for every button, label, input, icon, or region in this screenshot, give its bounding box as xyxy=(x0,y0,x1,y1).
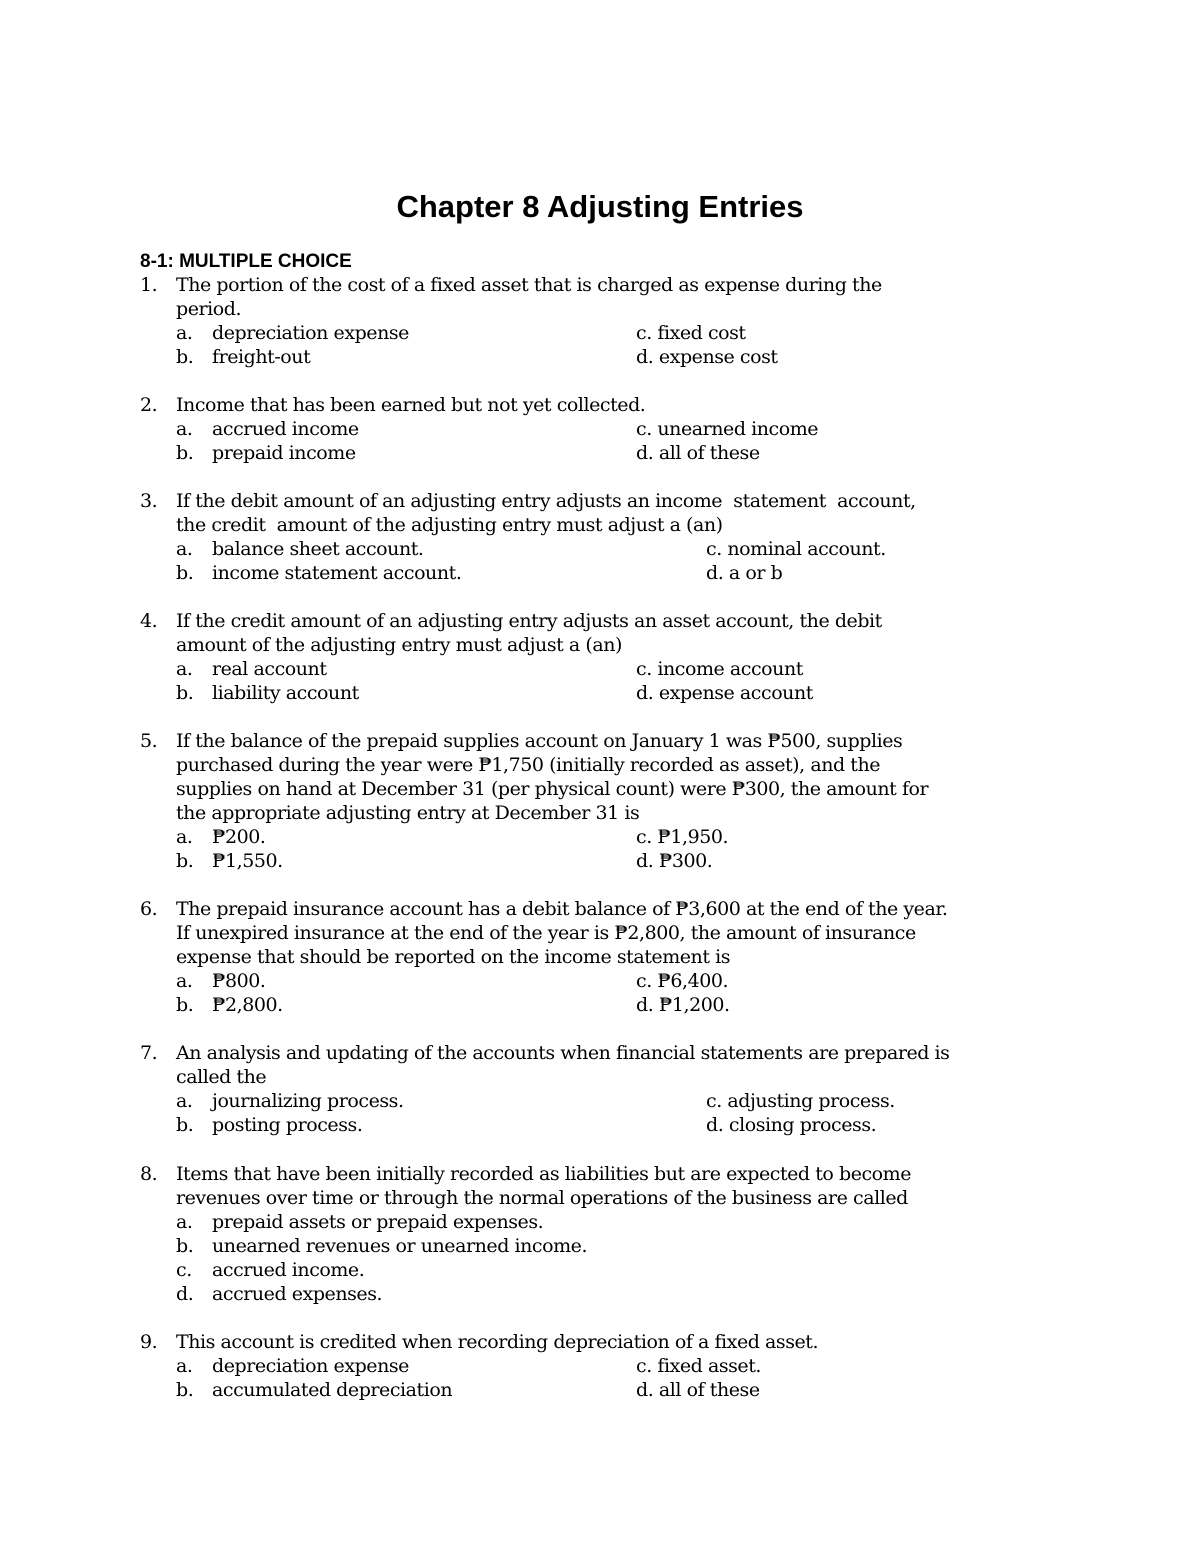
answer-option xyxy=(176,1089,404,1113)
question-number: 7. xyxy=(140,1042,158,1064)
option-text: real account xyxy=(212,658,327,680)
option-text: journalizing process. xyxy=(212,1090,404,1112)
answer-option xyxy=(176,321,409,345)
option-text: c. unearned income xyxy=(636,418,819,440)
question-text-line: If the balance of the prepaid supplies account on January 1 was ₱500, supplies xyxy=(176,730,903,752)
answer-option xyxy=(176,561,461,585)
question-text-line: expense that should be reported on the income statement is xyxy=(176,946,731,968)
option-text: c. income account xyxy=(636,658,803,680)
option-text: ₱200. xyxy=(212,826,266,848)
question-text-line: If the debit amount of an adjusting entry adjusts an income statement account, xyxy=(176,490,916,512)
answer-option xyxy=(176,537,424,561)
answer-option xyxy=(706,1113,876,1137)
option-letter: b. xyxy=(176,1235,194,1257)
question-text-line: If unexpired insurance at the end of the year is ₱2,800, the amount of insurance xyxy=(176,922,916,944)
answer-options xyxy=(176,1354,1080,1402)
question-number: 2. xyxy=(140,394,158,416)
option-letter: d. xyxy=(176,1283,194,1305)
answer-option xyxy=(636,825,728,849)
question-item xyxy=(140,1041,1080,1137)
answer-options xyxy=(176,657,1080,705)
question-text-line: supplies on hand at December 31 (per physical count) were ₱300, the amount for xyxy=(176,778,929,800)
option-text: liability account xyxy=(212,682,359,704)
option-text: income statement account. xyxy=(212,562,462,584)
question-number: 8. xyxy=(140,1163,158,1185)
question-number: 5. xyxy=(140,730,158,752)
option-text: posting process. xyxy=(212,1114,363,1136)
answer-option xyxy=(176,849,283,873)
answer-option xyxy=(176,1378,452,1402)
option-text: unearned revenues or unearned income. xyxy=(212,1235,588,1257)
answer-option xyxy=(176,993,283,1017)
option-text: accrued income. xyxy=(212,1259,365,1281)
question-text-line: The prepaid insurance account has a debit balance of ₱3,600 at the end of the year. xyxy=(176,898,948,920)
option-text: depreciation expense xyxy=(212,1355,409,1377)
question-text-line: purchased during the year were ₱1,750 (initially recorded as asset), and the xyxy=(176,754,881,776)
question-item xyxy=(140,897,1080,1017)
option-text: balance sheet account. xyxy=(212,538,424,560)
option-letter: b. xyxy=(176,1379,194,1401)
section-heading: 8-1: MULTIPLE CHOICE xyxy=(140,251,352,272)
question-text-line: If the credit amount of an adjusting entry adjusts an asset account, the debit xyxy=(176,610,882,632)
answer-options xyxy=(176,969,1080,1017)
option-text: d. all of these xyxy=(636,1379,760,1401)
question-text-line: revenues over time or through the normal operations of the business are called xyxy=(176,1187,908,1209)
answer-option xyxy=(176,657,327,681)
answer-options xyxy=(176,1210,1080,1306)
option-text: accumulated depreciation xyxy=(212,1379,453,1401)
answer-option xyxy=(636,849,712,873)
option-text: d. ₱1,200. xyxy=(636,994,730,1016)
page-title: Chapter 8 Adjusting Entries xyxy=(396,189,804,224)
option-text: accrued expenses. xyxy=(212,1283,383,1305)
question-text-line: the appropriate adjusting entry at December 31 is xyxy=(176,802,640,824)
answer-option xyxy=(706,1089,895,1113)
option-letter: a. xyxy=(176,1090,193,1112)
question-text-line: amount of the adjusting entry must adjust a (an) xyxy=(176,634,622,656)
answer-options xyxy=(176,321,1080,369)
answer-option xyxy=(636,321,746,345)
answer-options xyxy=(176,825,1080,873)
option-text: c. adjusting process. xyxy=(706,1090,895,1112)
question-text-line: the credit amount of the adjusting entry must adjust a (an) xyxy=(176,514,723,536)
question-item xyxy=(140,273,1080,369)
answer-option xyxy=(636,681,813,705)
option-letter: b. xyxy=(176,1114,194,1136)
question-item xyxy=(140,729,1080,873)
option-text: c. fixed asset. xyxy=(636,1355,761,1377)
question-number: 3. xyxy=(140,490,158,512)
option-text: d. closing process. xyxy=(706,1114,877,1136)
question-number: 9. xyxy=(140,1331,158,1353)
answer-option xyxy=(176,1258,1080,1282)
option-letter: a. xyxy=(176,538,193,560)
option-letter: a. xyxy=(176,1211,193,1233)
question-text-line: called the xyxy=(176,1066,267,1088)
option-letter: a. xyxy=(176,970,193,992)
answer-option xyxy=(636,657,803,681)
option-letter: a. xyxy=(176,418,193,440)
answer-option xyxy=(176,345,310,369)
option-text: ₱2,800. xyxy=(212,994,283,1016)
question-number: 4. xyxy=(140,610,158,632)
option-letter: a. xyxy=(176,826,193,848)
answer-options xyxy=(176,1089,1080,1137)
answer-option xyxy=(636,345,778,369)
option-text: prepaid assets or prepaid expenses. xyxy=(212,1211,544,1233)
option-text: c. ₱1,950. xyxy=(636,826,729,848)
question-item xyxy=(140,609,1080,705)
option-letter: a. xyxy=(176,658,193,680)
answer-option xyxy=(176,1282,1080,1306)
answer-options xyxy=(176,417,1080,465)
option-letter: b. xyxy=(176,442,194,464)
option-text: freight-out xyxy=(212,346,311,368)
answer-option xyxy=(176,681,359,705)
answer-options xyxy=(176,537,1080,585)
answer-option xyxy=(636,993,730,1017)
option-text: d. ₱300. xyxy=(636,850,713,872)
question-number: 1. xyxy=(140,274,158,296)
option-text: d. expense account xyxy=(636,682,813,704)
question-text-line: An analysis and updating of the accounts when financial statements are prepared is xyxy=(176,1042,950,1064)
question-text-line: This account is credited when recording depreciation of a fixed asset. xyxy=(176,1331,819,1353)
question-item xyxy=(140,393,1080,465)
answer-option xyxy=(636,1354,761,1378)
option-text: c. fixed cost xyxy=(636,322,746,344)
option-letter: b. xyxy=(176,850,194,872)
answer-option xyxy=(176,1210,1080,1234)
answer-option xyxy=(176,1113,362,1137)
answer-option xyxy=(176,1354,409,1378)
option-letter: a. xyxy=(176,322,193,344)
option-text: d. all of these xyxy=(636,442,760,464)
question-text-line: The portion of the cost of a fixed asset that is charged as expense during the xyxy=(176,274,882,296)
answer-option xyxy=(706,537,886,561)
question-item xyxy=(140,1330,1080,1402)
question-number: 6. xyxy=(140,898,158,920)
option-letter: b. xyxy=(176,562,194,584)
answer-option xyxy=(636,441,760,465)
option-letter: c. xyxy=(176,1259,192,1281)
answer-option xyxy=(176,1234,1080,1258)
answer-option xyxy=(176,441,356,465)
option-text: accrued income xyxy=(212,418,359,440)
option-text: c. ₱6,400. xyxy=(636,970,729,992)
option-letter: a. xyxy=(176,1355,193,1377)
answer-option xyxy=(176,825,265,849)
question-text-line: period. xyxy=(176,298,242,320)
answer-option xyxy=(636,417,818,441)
option-letter: b. xyxy=(176,994,194,1016)
answer-option xyxy=(176,417,359,441)
option-text: d. expense cost xyxy=(636,346,778,368)
answer-option xyxy=(636,1378,760,1402)
option-text: c. nominal account. xyxy=(706,538,886,560)
question-item xyxy=(140,489,1080,585)
option-text: prepaid income xyxy=(212,442,356,464)
option-text: d. a or b xyxy=(706,562,783,584)
option-letter: b. xyxy=(176,682,194,704)
answer-option xyxy=(176,969,265,993)
option-text: ₱1,550. xyxy=(212,850,283,872)
option-text: depreciation expense xyxy=(212,322,409,344)
answer-option xyxy=(636,969,728,993)
option-text: ₱800. xyxy=(212,970,266,992)
question-item xyxy=(140,1162,1080,1306)
question-text-line: Income that has been earned but not yet collected. xyxy=(176,394,646,416)
answer-option xyxy=(706,561,782,585)
question-text-line: Items that have been initially recorded as liabilities but are expected to become xyxy=(176,1163,912,1185)
option-letter: b. xyxy=(176,346,194,368)
